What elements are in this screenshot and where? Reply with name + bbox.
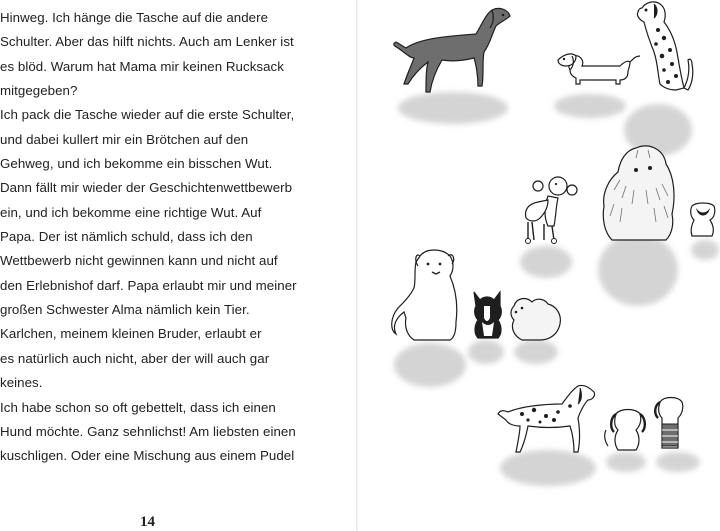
- text-line: kuschligen. Oder eine Mischung aus einem Pudel: [0, 448, 295, 464]
- text-line: Hinweg. Ich hänge die Tasche auf die andere: [0, 10, 269, 25]
- text-line: Hund möchte. Ganz sehnlichst! Am liebsten einen: [0, 423, 296, 439]
- floppy-ear-puppy-dog: [605, 410, 645, 451]
- left-page: [0, 0, 356, 531]
- text-line: großen Schwester Alma nämlich kein Tier.: [0, 302, 250, 318]
- text-line: es blöd. Warum hat Mama mir keinen Rucksack: [0, 58, 284, 74]
- text-line: es natürlich auch nicht, aber der will auch gar: [0, 350, 270, 366]
- text-line: Ich pack die Tasche wieder auf die erste Schulter,: [0, 107, 295, 123]
- right-page: [358, 0, 720, 531]
- dalmatian-walking-dog: [498, 385, 595, 452]
- boston-terrier-dog: [474, 292, 501, 338]
- text-line: Gehweg, und ich bekomme ein bisschen Wut.: [0, 156, 273, 172]
- pomeranian-dog: [511, 299, 560, 340]
- text-line: ein, und ich bekomme eine richtige Wut. Auf: [0, 204, 262, 220]
- page-number: 14: [140, 514, 155, 530]
- text-line: mitgegeben?: [0, 83, 78, 99]
- text-line: Schulter. Aber das hilft nichts. Auch am Lenker ist: [0, 34, 294, 50]
- story-text: [0, 6, 350, 469]
- text-line: Papa. Der ist nämlich schuld, dass ich den: [0, 229, 253, 245]
- terrier-sitting-dog: [392, 250, 457, 340]
- shaggy-sheepdog-dog: [603, 146, 674, 240]
- text-line: Ich habe schon so oft gebettelt, dass ich einen: [0, 399, 276, 415]
- dachshund-dog: [558, 54, 640, 84]
- text-line: Dann fällt mir wieder der Geschichtenwettbewerb: [0, 180, 293, 196]
- dogs-illustration: [358, 0, 720, 531]
- pug-dog: [691, 203, 715, 236]
- text-line: den Erlebnishof darf. Papa erlaubt mir und meiner: [0, 277, 297, 293]
- text-line: Wettbewerb nicht gewinnen kann und nicht auf: [0, 253, 278, 269]
- text-line: und dabei kullert mir ein Brötchen auf den: [0, 131, 249, 147]
- text-line: Karlchen, meinem kleinen Bruder, erlaubt er: [0, 326, 262, 342]
- dalmatian-sitting-dog: [637, 2, 692, 90]
- sweater-puppy-dog: [655, 398, 683, 449]
- grey-hound-dog: [394, 8, 510, 92]
- poodle-dog: [526, 177, 578, 244]
- text-line: keines.: [0, 375, 43, 391]
